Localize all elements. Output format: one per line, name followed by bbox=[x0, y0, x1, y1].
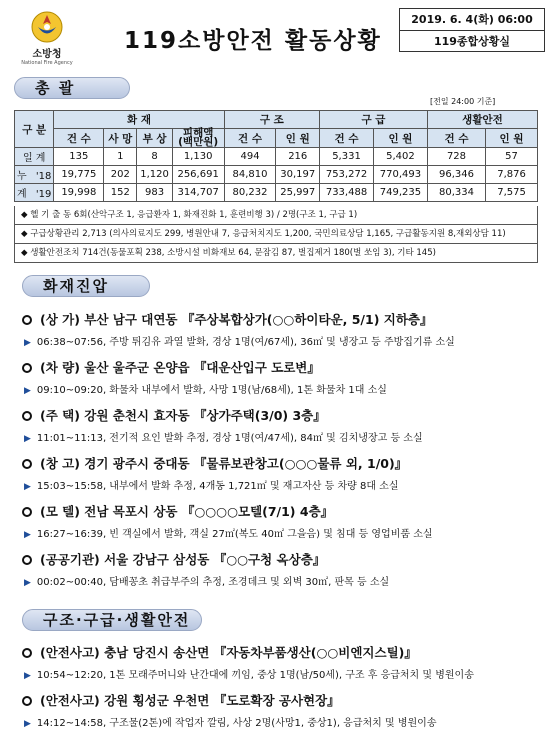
agency-logo bbox=[12, 10, 82, 68]
circle-bullet-icon bbox=[22, 507, 32, 517]
fire-item-title: (창 고) 경기 광주시 중대동 『물류보관창고(○○○물류 외, 1/0)』 bbox=[22, 454, 407, 472]
row-label bbox=[15, 166, 54, 184]
col-header: 건 수 bbox=[224, 129, 276, 148]
circle-bullet-icon bbox=[22, 696, 32, 706]
table-cell: 728 bbox=[427, 148, 485, 166]
table-cell: 983 bbox=[137, 184, 172, 202]
table-cell: 733,488 bbox=[320, 184, 374, 202]
table-cell: 256,691 bbox=[172, 166, 224, 184]
table-cell: 5,331 bbox=[320, 148, 374, 166]
table-cell: 216 bbox=[276, 148, 320, 166]
table-cell: 25,997 bbox=[276, 184, 320, 202]
fire-item-desc: ▶ 15:03~15:58, 내부에서 발화 추정, 4개동 1,721㎡ 및 재고자산 등 차량 8대 소실 bbox=[24, 481, 399, 492]
table-header-row bbox=[15, 111, 538, 129]
section-fire-title: 화재진압 bbox=[22, 275, 150, 297]
fire-item-desc: ▶ 00:02~00:40, 담배꽁초 취급부주의 추정, 조경데크 및 외벽 30㎡, 판목 등 소실 bbox=[24, 577, 390, 588]
table-cell: 314,707 bbox=[172, 184, 224, 202]
table-cell: 30,197 bbox=[276, 166, 320, 184]
col-header: 피해액 (백만원) bbox=[172, 129, 224, 148]
circle-bullet-icon bbox=[22, 411, 32, 421]
circle-bullet-icon bbox=[22, 555, 32, 565]
circle-bullet-icon bbox=[22, 459, 32, 469]
table-cell: 8 bbox=[137, 148, 172, 166]
fire-item-desc: ▶ 06:38~07:56, 주방 튀김유 과열 발화, 경상 1명(여/67세), 36㎡ 및 냉장고 등 주방집기류 소실 bbox=[24, 337, 455, 348]
date-box bbox=[399, 8, 545, 52]
agency-subname: National Fire Agency bbox=[21, 60, 73, 66]
table-row bbox=[15, 148, 538, 166]
fire-item-title: (주 택) 강원 춘천시 효자동 『상가주택(3/0) 3층』 bbox=[22, 406, 326, 424]
table-cell: 1,130 bbox=[172, 148, 224, 166]
table-cell: 1,120 bbox=[137, 166, 172, 184]
table-cell: 19,775 bbox=[54, 166, 104, 184]
triangle-bullet-icon: ▶ bbox=[24, 530, 31, 540]
triangle-bullet-icon: ▶ bbox=[24, 719, 31, 729]
table-cell: 494 bbox=[224, 148, 276, 166]
note-ems-management: ◆ 구급상황관리 2,713 (의사의료지도 299, 병원안내 7, 응급처치지도 1,200, 국민의료상담 1,165, 구급활동지원 8,재외상담 11) bbox=[14, 225, 538, 244]
group-safety: 생활안전 bbox=[427, 111, 537, 129]
note-helicopter: ◆ 헬 기 출 동 6회(산악구조 1, 응급환자 1, 화재진화 1, 훈련비행 3) / 2명(구조 1, 구급 1) bbox=[14, 206, 538, 225]
fire-item-desc: ▶ 09:10~09:20, 화물차 내부에서 발화, 사망 1명(남/68세), 1톤 화물차 1대 소실 bbox=[24, 385, 387, 396]
triangle-bullet-icon: ▶ bbox=[24, 434, 31, 444]
table-cell: 5,402 bbox=[373, 148, 427, 166]
unit-note: [전일 24:00 기준] bbox=[430, 97, 496, 106]
row-label: 일 계 bbox=[15, 148, 54, 166]
row-label-part: 계 bbox=[17, 189, 27, 200]
row-label-year: '18 bbox=[35, 171, 52, 182]
emblem-icon bbox=[30, 10, 64, 44]
table-cell: 152 bbox=[104, 184, 137, 202]
group-rescue: 구 조 bbox=[224, 111, 319, 129]
table-cell: 57 bbox=[486, 148, 538, 166]
table-row bbox=[15, 184, 538, 202]
group-ems: 구 급 bbox=[320, 111, 428, 129]
table-cell: 7,876 bbox=[486, 166, 538, 184]
rescue-item-title: (안전사고) 충남 당진시 송산면 『자동차부품생산(○○비엔지스틸)』 bbox=[22, 643, 417, 661]
table-cell: 80,232 bbox=[224, 184, 276, 202]
fire-item-desc: ▶ 16:27~16:39, 빈 객실에서 발화, 객실 27㎡(복도 40㎡ 그을음) 및 침대 등 영업비품 소실 bbox=[24, 529, 433, 540]
page-title: 119소방안전 활동상황 bbox=[124, 28, 382, 54]
table-row bbox=[15, 166, 538, 184]
triangle-bullet-icon: ▶ bbox=[24, 482, 31, 492]
table-cell: 19,998 bbox=[54, 184, 104, 202]
table-cell: 1 bbox=[104, 148, 137, 166]
triangle-bullet-icon: ▶ bbox=[24, 386, 31, 396]
table-cell: 749,235 bbox=[373, 184, 427, 202]
summary-table bbox=[14, 110, 538, 202]
col-header: 건 수 bbox=[320, 129, 374, 148]
fire-item-title: (상 가) 부산 남구 대연동 『주상복합상가(○○하이타운, 5/1) 지하층』 bbox=[22, 310, 433, 328]
section-rescue-title: 구조·구급·생활안전 bbox=[22, 609, 202, 631]
table-subheader-row bbox=[15, 129, 538, 148]
triangle-bullet-icon: ▶ bbox=[24, 338, 31, 348]
note-safety-actions: ◆ 생활안전조치 714건(동물포획 238, 소방시설 비화재보 64, 문잠김 87, 벌집제거 180(벌 쏘임 3), 기타 145) bbox=[14, 244, 538, 263]
circle-bullet-icon bbox=[22, 648, 32, 658]
triangle-bullet-icon: ▶ bbox=[24, 671, 31, 681]
table-cell: 7,575 bbox=[486, 184, 538, 202]
col-header: 부 상 bbox=[137, 129, 172, 148]
section-summary-title: 총 괄 bbox=[14, 77, 130, 99]
circle-bullet-icon bbox=[22, 315, 32, 325]
table-cell: 202 bbox=[104, 166, 137, 184]
col-header: 사 망 bbox=[104, 129, 137, 148]
col-header: 건 수 bbox=[54, 129, 104, 148]
table-cell: 96,346 bbox=[427, 166, 485, 184]
agency-name: 소방청 bbox=[32, 49, 62, 60]
fire-item-title: (모 텔) 전남 목포시 상동 『○○○○모텔(7/1) 4층』 bbox=[22, 502, 333, 520]
col-header: 인 원 bbox=[373, 129, 427, 148]
row-label-year: '19 bbox=[35, 189, 52, 200]
table-cell: 770,493 bbox=[373, 166, 427, 184]
rescue-item-title: (안전사고) 강원 횡성군 우천면 『도로확장 공사현장』 bbox=[22, 691, 340, 709]
fire-item-desc: ▶ 11:01~11:13, 전기적 요인 발화 추정, 경상 1명(여/47세), 84㎡ 및 김치냉장고 등 소실 bbox=[24, 433, 423, 444]
rescue-item-desc: ▶ 10:54~12:20, 1톤 모래주머니와 난간대에 끼임, 중상 1명(남/50세), 구조 후 응급처치 및 병원이송 bbox=[24, 670, 474, 681]
col-header: 건 수 bbox=[427, 129, 485, 148]
col-group-label: 구 분 bbox=[15, 111, 54, 148]
col-header: 인 원 bbox=[486, 129, 538, 148]
rescue-item-desc: ▶ 14:12~14:58, 구조물(2톤)에 작업자 깔림, 사상 2명(사망1, 중상1), 응급처치 및 병원이송 bbox=[24, 718, 437, 729]
fire-item-title: (차 량) 울산 울주군 온양읍 『대운산입구 도로변』 bbox=[22, 358, 320, 376]
row-label-part: 누 bbox=[17, 171, 27, 182]
table-cell: 84,810 bbox=[224, 166, 276, 184]
col-header: 인 원 bbox=[276, 129, 320, 148]
report-office: 119종합상황실 bbox=[433, 35, 511, 48]
fire-item-title: (공공기관) 서울 강남구 삼성동 『○○구청 옥상층』 bbox=[22, 550, 325, 568]
group-fire: 화 재 bbox=[54, 111, 224, 129]
row-label bbox=[15, 184, 54, 202]
table-cell: 135 bbox=[54, 148, 104, 166]
triangle-bullet-icon: ▶ bbox=[24, 578, 31, 588]
report-date: 2019. 6. 4(화) 06:00 bbox=[400, 9, 544, 31]
table-cell: 753,272 bbox=[320, 166, 374, 184]
table-cell: 80,334 bbox=[427, 184, 485, 202]
circle-bullet-icon bbox=[22, 363, 32, 373]
report-header bbox=[6, 6, 545, 72]
